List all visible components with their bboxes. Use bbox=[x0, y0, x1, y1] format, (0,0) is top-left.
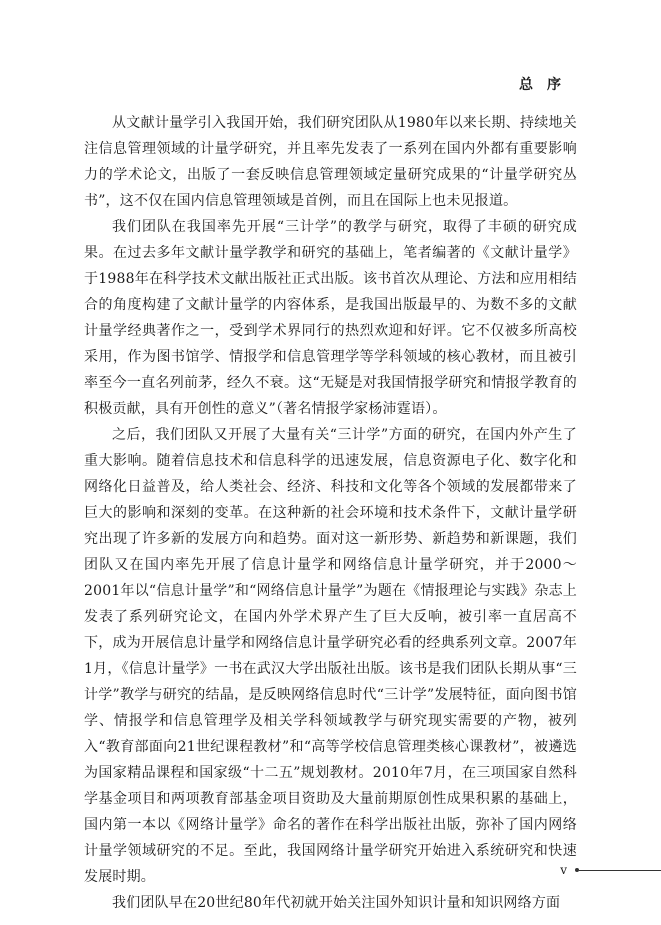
body-text bbox=[84, 110, 577, 916]
footer-rule bbox=[579, 870, 661, 871]
page-number: v bbox=[560, 863, 567, 877]
paragraph-3: 之后，我们团队又开展了大量有关“三计学”方面的研究，在国内外产生了重大影响。随着信息技术和信息科学的迅速发展，信息资源电子化、数字化和网络化日益普及，给人类社会、经济、科技和文化等各个领域的发展都带来了巨大的影响和深刻的变革。在这种新的社会环境和技术条件下，文献计量学研究出现了许多新的发展方向和趋势。面对这一新形势、新趋势和新课题，我们团队又在国内率先开展了信息计量学和网络信息计量学研究，并于2000～2001年以“信息计量学”和“网络信息计量学”为题在《情报理论与实践》杂志上发表了系列研究论文，在国内外学术界产生了巨大反响，被引率一直居高不下，成为开展信息计量学和网络信息计量学研究必看的经典系列文章。2007年1月，《信息计量学》一书在武汉大学出版社出版。该书是我们团队长期从事“三计学”教学与研究的结晶，是反映网络信息时代“三计学”发展特征，面向图书馆学、情报学和信息管理学及相关学科领域教学与研究现实需要的产物，被列入“教育部面向21世纪课程教材”和“高等学校信息管理类核心课教材”，被遴选为国家精品课程和国家级“十二五”规划教材。2010年7月，在三项国家自然科学基金项目和两项教育部基金项目资助及大量前期原创性成果积累的基础上，国内第一本以《网络计量学》命名的著作在科学出版社出版，弥补了国内网络计量学领域研究的不足。至此，我国网络计量学研究开始进入系统研究和快速发展时期。 bbox=[84, 427, 577, 885]
paragraph-4: 我们团队早在20世纪80年代初就开始关注国外知识计量和知识网络方面 bbox=[112, 895, 561, 911]
paragraph-1: 从文献计量学引入我国开始，我们研究团队从1980年以来长期、持续地关注信息管理领域的计量学研究，并且率先发表了一系列在国内外都有重要影响力的学术论文，出版了一套反映信息管理领域定量研究成果的“计量学研究丛书”，这不仅在国内信息管理领域是首例，而且在国际上也未见报道。 bbox=[84, 115, 577, 209]
running-head-title: 总序 bbox=[519, 77, 575, 93]
paragraph-2: 我们团队在我国率先开展“三计学”的教学与研究，取得了丰硕的研究成果。在过去多年文献计量学教学和研究的基础上，笔者编著的《文献计量学》于1988年在科学技术文献出版社正式出版。该书首次从理论、方法和应用相结合的角度构建了文献计量学的内容体系，是我国出版最早的、为数不多的文献计量学经典著作之一，受到学术界同行的热烈欢迎和好评。它不仅被多所高校采用，作为图书馆学、情报学和信息管理学等学科领域的核心教材，而且被引率至今一直名列前茅，经久不衰。这“无疑是对我国情报学研究和情报学教育的积极贡献，具有开创性的意义”（著名情报学家杨沛霆语）。 bbox=[84, 219, 577, 417]
page-footer bbox=[560, 862, 661, 878]
